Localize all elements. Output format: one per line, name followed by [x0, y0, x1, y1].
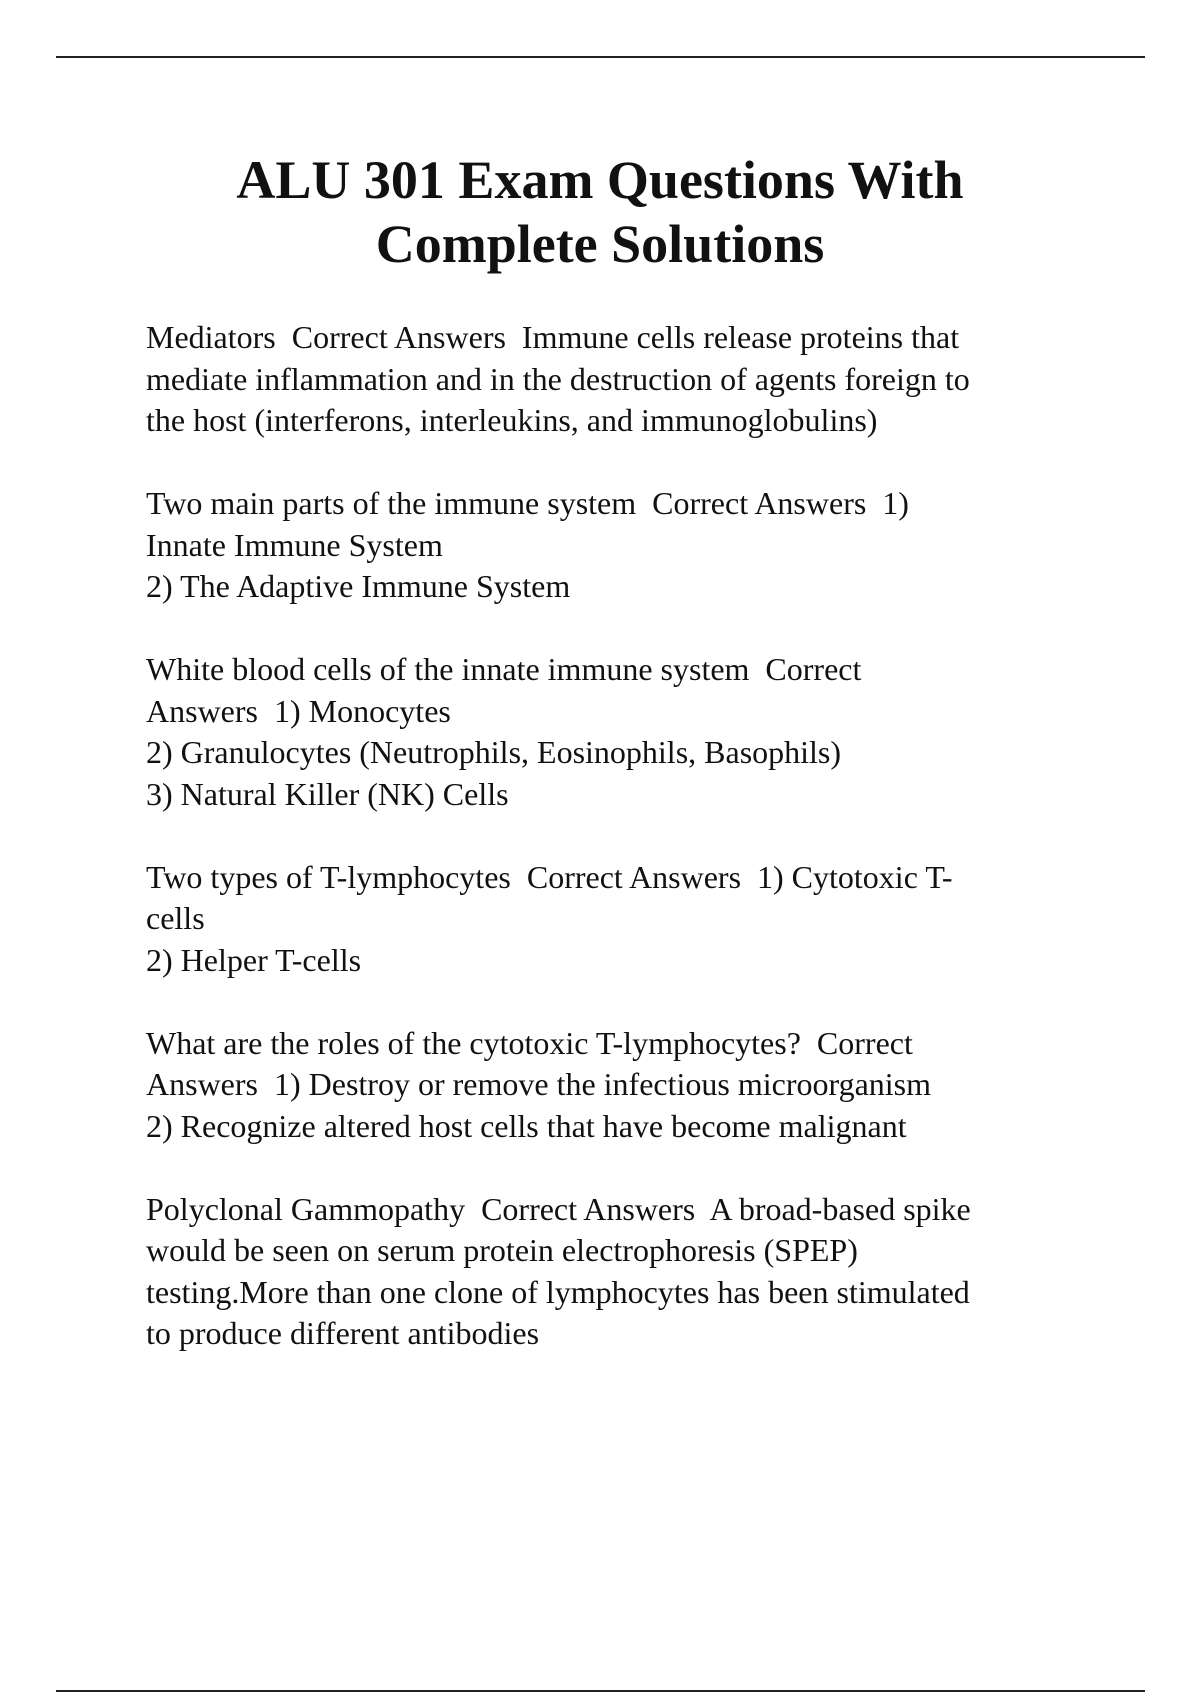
qa-line: Answers 1) Destroy or remove the infectious microorganism — [146, 1066, 931, 1102]
qa-line: 2) Recognize altered host cells that have become malignant — [146, 1107, 907, 1144]
qa-line: Two types of T-lymphocytes Correct Answers 1) Cytotoxic T- — [146, 858, 953, 895]
qa-entry-mediators — [146, 317, 1106, 442]
bottom-divider — [56, 1690, 1145, 1692]
qa-line: to produce different antibodies — [146, 1315, 540, 1351]
qa-line: would be seen on serum protein electrophoresis (SPEP) — [146, 1232, 858, 1268]
qa-line: cells — [146, 900, 205, 936]
qa-entry-immune-system-parts — [146, 483, 1106, 608]
qa-entry-polyclonal-gammopathy — [146, 1189, 1106, 1355]
qa-line: 3) Natural Killer (NK) Cells — [146, 775, 509, 812]
qa-line: 2) Helper T-cells — [146, 941, 362, 978]
qa-line: Innate Immune System — [146, 526, 443, 563]
qa-line: 2) The Adaptive Immune System — [146, 568, 571, 604]
qa-line: mediate inflammation and in the destruction of agents foreign to — [146, 360, 970, 397]
qa-list — [146, 317, 1106, 1396]
page-title — [100, 148, 1100, 276]
qa-entry-cytotoxic-roles — [146, 1023, 1106, 1148]
qa-line: the host (interferons, interleukins, and immunoglobulins) — [146, 402, 878, 438]
qa-line: Mediators Correct Answers Immune cells release proteins that — [146, 319, 960, 355]
qa-line: Two main parts of the immune system Correct Answers 1) — [146, 485, 909, 521]
qa-line: Answers 1) Monocytes — [146, 692, 451, 729]
qa-line: What are the roles of the cytotoxic T-lymphocytes? Correct — [146, 1024, 913, 1061]
qa-entry-t-lymphocyte-types — [146, 857, 1106, 982]
qa-line: White blood cells of the innate immune system Correct — [146, 651, 862, 687]
qa-entry-innate-white-blood-cells — [146, 649, 1106, 815]
title-line: Complete Solutions — [375, 214, 825, 274]
qa-line: 2) Granulocytes (Neutrophils, Eosinophils, Basophils) — [146, 734, 842, 770]
title-line: ALU 301 Exam Questions With — [236, 150, 964, 210]
qa-line: testing.More than one clone of lymphocytes has been stimulated — [146, 1273, 970, 1310]
top-divider — [56, 56, 1145, 58]
qa-line: Polyclonal Gammopathy Correct Answers A broad-based spike — [146, 1190, 971, 1227]
